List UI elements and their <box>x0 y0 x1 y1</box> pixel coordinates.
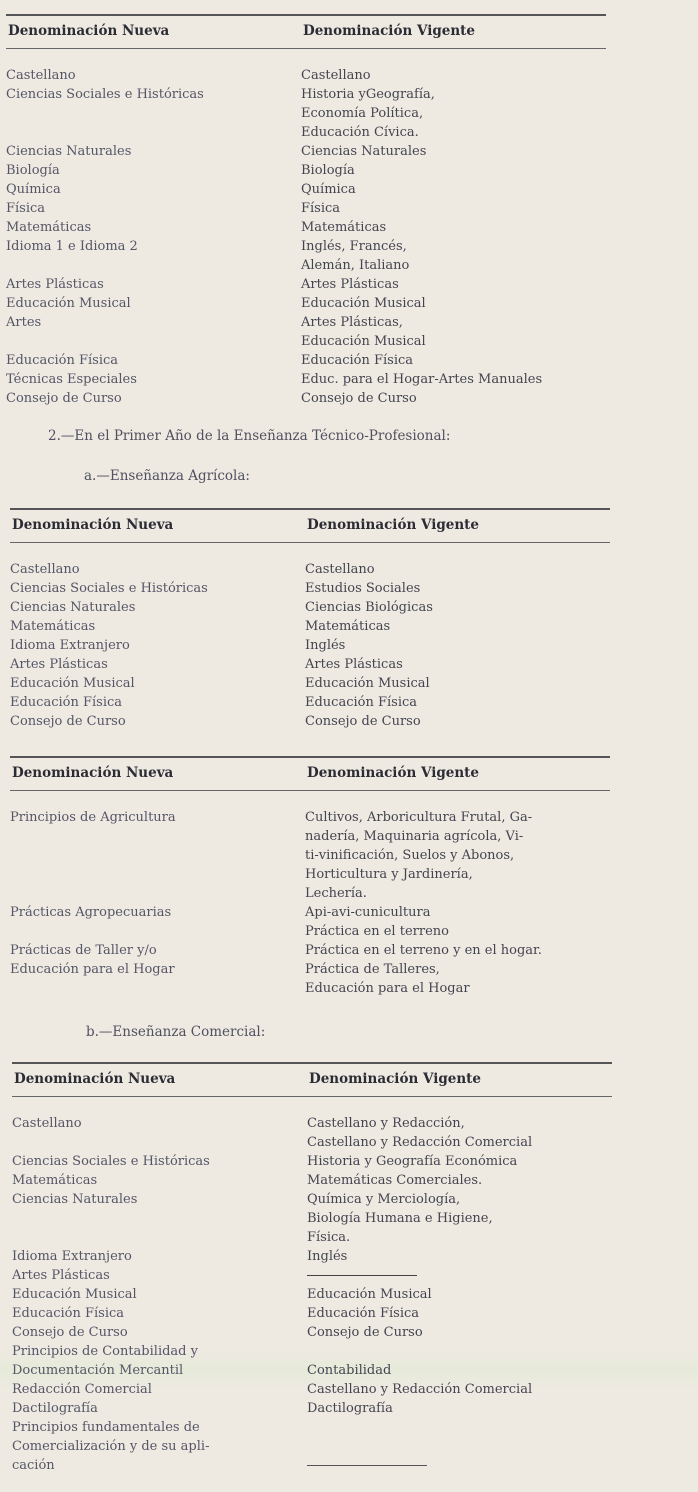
table-row <box>10 655 610 674</box>
cell-vigente <box>307 1399 612 1418</box>
cell-vigente <box>305 674 610 693</box>
cell-text: Biología <box>6 163 60 178</box>
cell-text: Educación Musical <box>307 1287 432 1302</box>
cell-text: Ciencias Sociales e Históricas <box>10 581 208 596</box>
cell-vigente <box>305 941 610 960</box>
cell-nueva <box>12 1114 307 1133</box>
cell-nueva <box>6 237 301 256</box>
cell-vigente <box>307 1152 612 1171</box>
cell-nueva <box>6 199 301 218</box>
cell-text: Física <box>6 201 46 216</box>
cell-nueva <box>10 960 305 979</box>
cell-vigente <box>307 1418 612 1475</box>
cell-text: Química <box>301 182 356 197</box>
table-row <box>10 579 610 598</box>
table-row <box>6 66 606 85</box>
cell-text: Ciencias Naturales <box>12 1192 138 1207</box>
cell-text <box>307 1456 612 1475</box>
cell-text: Artes Plásticas <box>10 657 108 672</box>
cell-text: Historia y Geografía Económica <box>307 1154 518 1169</box>
section-title-b: b.—Enseñanza Comercial: <box>86 1024 266 1040</box>
cell-nueva <box>12 1266 307 1285</box>
empty-dash <box>307 1275 417 1276</box>
header-left: Denominación Nueva <box>14 1071 176 1087</box>
cell-vigente <box>307 1304 612 1323</box>
cell-text: Educación Física <box>307 1306 420 1321</box>
table-row <box>6 161 606 180</box>
cell-vigente <box>305 693 610 712</box>
table-row <box>12 1380 612 1399</box>
cell-text: Educ. para el Hogar-Artes Manuales <box>301 372 543 387</box>
header-right: Denominación Vigente <box>309 1071 481 1087</box>
cell-nueva <box>10 712 305 731</box>
cell-text: Documentación Mercantil <box>12 1363 184 1378</box>
table-row <box>12 1418 612 1475</box>
cell-vigente <box>301 389 606 408</box>
cell-text: Dactilografía <box>307 1401 393 1416</box>
header-left: Denominación Nueva <box>8 23 170 39</box>
cell-text: Consejo de Curso <box>305 714 421 729</box>
table-row <box>10 617 610 636</box>
cell-text: Principios fundamentales de <box>12 1420 200 1435</box>
table-header <box>10 510 610 540</box>
cell-text: Biología <box>301 163 355 178</box>
cell-text: Química y Merciología, <box>307 1192 461 1207</box>
table-header <box>12 1064 612 1094</box>
cell-text: Castellano y Redacción, <box>307 1116 465 1131</box>
table-row <box>12 1114 612 1152</box>
cell-nueva <box>6 142 301 161</box>
cell-nueva <box>10 579 305 598</box>
cell-nueva <box>10 655 305 674</box>
table-row <box>6 370 606 389</box>
cell-text: Consejo de Curso <box>6 391 122 406</box>
table-header <box>6 16 606 46</box>
table-row <box>10 636 610 655</box>
cell-nueva <box>6 294 301 313</box>
cell-vigente <box>301 275 606 294</box>
cell-text <box>307 1266 612 1285</box>
cell-text: Educación para el Hogar <box>10 962 175 977</box>
cell-nueva <box>6 161 301 180</box>
cell-nueva <box>12 1190 307 1209</box>
cell-text: Educación Cívica. <box>301 125 419 140</box>
cell-text: Consejo de Curso <box>301 391 417 406</box>
cell-nueva <box>12 1152 307 1171</box>
table-row <box>12 1247 612 1266</box>
cell-vigente <box>305 655 610 674</box>
cell-text: Ciencias Naturales <box>301 144 427 159</box>
cell-nueva <box>10 693 305 712</box>
cell-text: Matemáticas <box>12 1173 98 1188</box>
cell-text: Educación Física <box>6 353 119 368</box>
cell-text: Cultivos, Arboricultura Frutal, Ga- <box>305 810 533 825</box>
table-row <box>6 218 606 237</box>
section-title-a: a.—Enseñanza Agrícola: <box>84 468 250 484</box>
cell-nueva <box>12 1342 307 1380</box>
cell-text: Castellano y Redacción Comercial <box>307 1382 533 1397</box>
cell-text: Educación Musical <box>301 296 426 311</box>
cell-text: Horticultura y Jardinería, <box>305 867 473 882</box>
cell-text: Principios de Agricultura <box>10 810 176 825</box>
table-comercial <box>12 1062 612 1482</box>
table-row <box>10 560 610 579</box>
table-row <box>10 941 610 960</box>
cell-nueva <box>6 66 301 85</box>
cell-text: Artes Plásticas <box>301 277 399 292</box>
cell-text: Inglés <box>307 1249 348 1264</box>
table-agricola-1 <box>10 508 610 748</box>
cell-text: Castellano y Redacción Comercial <box>307 1135 533 1150</box>
table-row <box>6 237 606 275</box>
cell-text: Física. <box>307 1230 351 1245</box>
table-row <box>6 351 606 370</box>
cell-text: Castellano <box>305 562 375 577</box>
cell-vigente <box>305 712 610 731</box>
cell-text: Ciencias Naturales <box>6 144 132 159</box>
cell-nueva <box>12 1247 307 1266</box>
table-row <box>10 712 610 731</box>
cell-nueva <box>12 1304 307 1323</box>
cell-text: Inglés <box>305 638 346 653</box>
cell-text <box>307 1437 612 1456</box>
cell-vigente <box>307 1323 612 1342</box>
section-title-2: 2.—En el Primer Año de la Enseñanza Técnico-Profesional: <box>48 428 451 444</box>
cell-vigente <box>301 142 606 161</box>
cell-text: Artes Plásticas, <box>301 315 403 330</box>
cell-text: Biología Humana e Higiene, <box>307 1211 493 1226</box>
cell-vigente <box>301 370 606 389</box>
table-row <box>12 1399 612 1418</box>
cell-vigente <box>307 1190 612 1247</box>
cell-text: Economía Política, <box>301 106 424 121</box>
table-row <box>12 1304 612 1323</box>
cell-text: Idioma Extranjero <box>10 638 130 653</box>
cell-nueva <box>6 389 301 408</box>
cell-text: Castellano <box>12 1116 82 1131</box>
table-row <box>12 1285 612 1304</box>
cell-vigente <box>305 617 610 636</box>
cell-vigente <box>307 1247 612 1266</box>
table-row <box>12 1323 612 1342</box>
table-row <box>10 960 610 998</box>
cell-text: Artes Plásticas <box>12 1268 110 1283</box>
cell-nueva <box>12 1171 307 1190</box>
cell-text: Matemáticas <box>6 220 92 235</box>
cell-text: Matemáticas <box>10 619 96 634</box>
cell-text: cación <box>12 1458 55 1473</box>
cell-vigente <box>307 1171 612 1190</box>
cell-text: Redacción Comercial <box>12 1382 152 1397</box>
table-row <box>6 389 606 408</box>
table-row <box>12 1266 612 1285</box>
cell-vigente <box>305 598 610 617</box>
cell-text: Castellano <box>301 68 371 83</box>
cell-text: Matemáticas Comerciales. <box>307 1173 483 1188</box>
table-body <box>12 1114 612 1475</box>
cell-text: Educación Musical <box>305 676 430 691</box>
table-body <box>10 808 610 998</box>
table-header-rule <box>10 790 610 791</box>
table-row <box>10 598 610 617</box>
cell-nueva <box>6 313 301 332</box>
cell-text: Ciencias Sociales e Históricas <box>6 87 204 102</box>
cell-text: Api-avi-cunicultura <box>305 905 431 920</box>
cell-vigente <box>301 294 606 313</box>
table-row <box>12 1190 612 1247</box>
cell-text: Principios de Contabilidad y <box>12 1344 198 1359</box>
cell-text: Técnicas Especiales <box>6 372 137 387</box>
cell-nueva <box>12 1418 307 1475</box>
cell-nueva <box>12 1399 307 1418</box>
cell-text: Práctica en el terreno <box>305 924 449 939</box>
cell-vigente <box>301 313 606 351</box>
table-row <box>10 808 610 903</box>
cell-nueva <box>10 617 305 636</box>
cell-vigente <box>305 960 610 998</box>
table-row <box>10 903 610 941</box>
cell-nueva <box>10 808 305 827</box>
table-row <box>6 294 606 313</box>
cell-nueva <box>6 351 301 370</box>
table-header-rule <box>10 542 610 543</box>
cell-vigente <box>301 66 606 85</box>
cell-text: Historia yGeografía, <box>301 87 435 102</box>
cell-text: Ciencias Naturales <box>10 600 136 615</box>
cell-vigente <box>305 903 610 941</box>
header-right: Denominación Vigente <box>307 517 479 533</box>
header-right: Denominación Vigente <box>303 23 475 39</box>
cell-vigente <box>305 636 610 655</box>
cell-vigente <box>307 1342 612 1380</box>
cell-text: Idioma Extranjero <box>12 1249 132 1264</box>
table-row <box>10 674 610 693</box>
cell-vigente <box>305 808 610 903</box>
cell-text: Consejo de Curso <box>307 1325 423 1340</box>
cell-nueva <box>12 1380 307 1399</box>
header-left: Denominación Nueva <box>12 765 174 781</box>
cell-nueva <box>12 1285 307 1304</box>
cell-text: Física <box>301 201 341 216</box>
cell-text: Contabilidad <box>307 1363 392 1378</box>
cell-vigente <box>301 351 606 370</box>
cell-nueva <box>6 180 301 199</box>
cell-text: Consejo de Curso <box>10 714 126 729</box>
cell-text: Dactilografía <box>12 1401 98 1416</box>
closing-rule <box>307 1465 427 1466</box>
table-row <box>6 142 606 161</box>
cell-nueva <box>10 674 305 693</box>
cell-text: Matemáticas <box>305 619 391 634</box>
cell-text: Educación Física <box>12 1306 125 1321</box>
cell-text: Educación Musical <box>10 676 135 691</box>
table-primer-anio <box>6 14 606 414</box>
cell-text: Educación Física <box>10 695 123 710</box>
cell-vigente <box>301 85 606 142</box>
header-left: Denominación Nueva <box>12 517 174 533</box>
table-body <box>10 560 610 731</box>
cell-text: Educación Musical <box>6 296 131 311</box>
cell-text: nadería, Maquinaria agrícola, Vi- <box>305 829 524 844</box>
cell-text: Alemán, Italiano <box>301 258 410 273</box>
cell-text: Educación Física <box>305 695 418 710</box>
cell-text: Educación Musical <box>301 334 426 349</box>
cell-text: Práctica de Talleres, <box>305 962 440 977</box>
cell-vigente <box>307 1285 612 1304</box>
table-agricola-2 <box>10 756 610 1016</box>
cell-nueva <box>10 636 305 655</box>
cell-nueva <box>6 275 301 294</box>
table-row <box>6 85 606 142</box>
cell-text: Educación Física <box>301 353 414 368</box>
cell-text: Ciencias Sociales e Históricas <box>12 1154 210 1169</box>
cell-text: Educación Musical <box>12 1287 137 1302</box>
table-row <box>6 180 606 199</box>
cell-vigente <box>301 161 606 180</box>
cell-vigente <box>301 199 606 218</box>
cell-text: Estudios Sociales <box>305 581 421 596</box>
cell-nueva <box>6 370 301 389</box>
cell-vigente <box>301 218 606 237</box>
cell-text: Idioma 1 e Idioma 2 <box>6 239 138 254</box>
cell-text: Castellano <box>10 562 80 577</box>
cell-vigente <box>307 1380 612 1399</box>
cell-nueva <box>12 1323 307 1342</box>
cell-nueva <box>10 903 305 922</box>
cell-vigente <box>301 180 606 199</box>
cell-text <box>307 1342 612 1361</box>
header-right: Denominación Vigente <box>307 765 479 781</box>
cell-vigente <box>305 560 610 579</box>
cell-vigente <box>301 237 606 275</box>
table-row <box>6 275 606 294</box>
cell-text: Artes Plásticas <box>305 657 403 672</box>
cell-text: Artes Plásticas <box>6 277 104 292</box>
table-header <box>10 758 610 788</box>
cell-text: Artes <box>6 315 42 330</box>
cell-text: Educación para el Hogar <box>305 981 470 996</box>
cell-text: Comercialización y de su apli- <box>12 1439 210 1454</box>
cell-text: Química <box>6 182 61 197</box>
cell-text: Práctica en el terreno y en el hogar. <box>305 943 542 958</box>
cell-nueva <box>6 85 301 104</box>
table-row <box>12 1342 612 1380</box>
table-row <box>6 313 606 351</box>
cell-text <box>307 1418 612 1437</box>
table-row <box>12 1152 612 1171</box>
cell-nueva <box>10 598 305 617</box>
cell-text: Prácticas Agropecuarias <box>10 905 172 920</box>
cell-text: Lechería. <box>305 886 367 901</box>
cell-text: ti-vinificación, Suelos y Abonos, <box>305 848 515 863</box>
cell-vigente <box>305 579 610 598</box>
cell-text: Castellano <box>6 68 76 83</box>
cell-text: Matemáticas <box>301 220 387 235</box>
cell-text: Ciencias Biológicas <box>305 600 433 615</box>
cell-text: Inglés, Francés, <box>301 239 407 254</box>
cell-text: Consejo de Curso <box>12 1325 128 1340</box>
table-row <box>6 199 606 218</box>
table-row <box>10 693 610 712</box>
table-header-rule <box>6 48 606 49</box>
table-header-rule <box>12 1096 612 1097</box>
cell-nueva <box>10 560 305 579</box>
cell-vigente <box>307 1266 612 1285</box>
table-row <box>12 1171 612 1190</box>
table-body <box>6 66 606 408</box>
cell-vigente <box>307 1114 612 1152</box>
cell-nueva <box>10 941 305 960</box>
cell-text: Prácticas de Taller y/o <box>10 943 157 958</box>
cell-nueva <box>6 218 301 237</box>
